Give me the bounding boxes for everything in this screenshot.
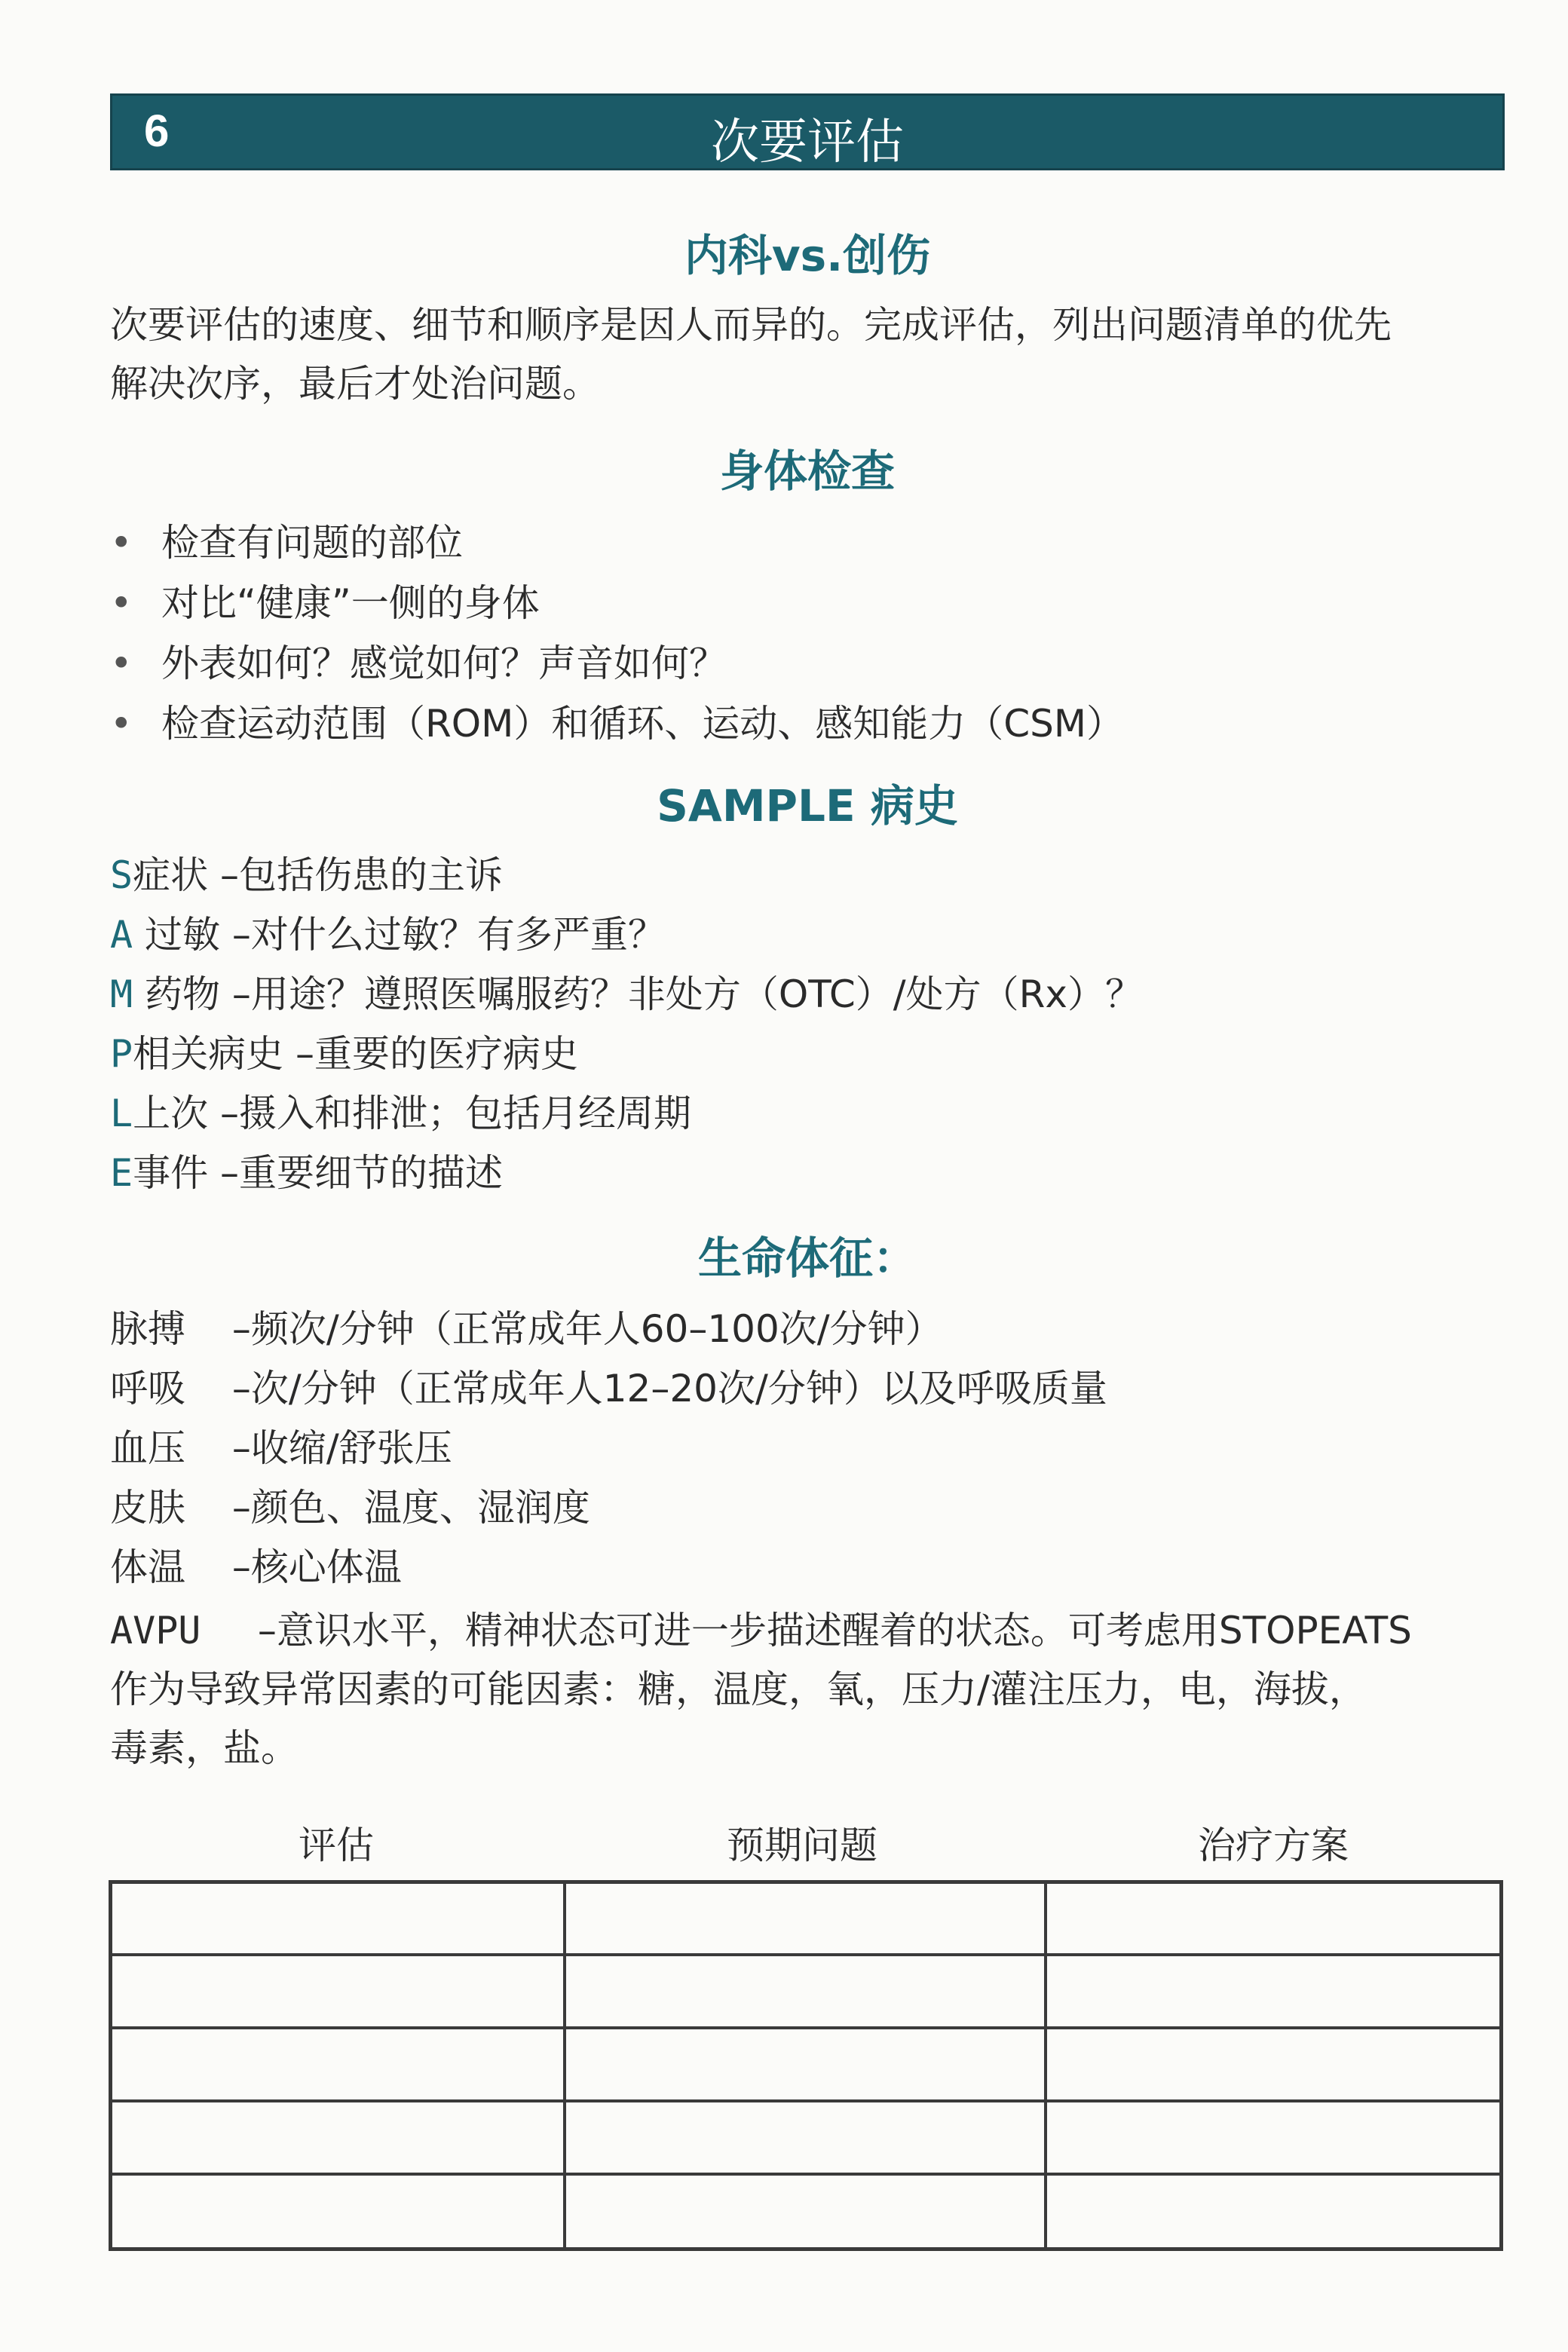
list-item: 血压 –收缩/舒张压 [110,1419,1505,1478]
page-number: 6 [144,106,170,156]
paragraph-line: AVPU –意识水平，精神状态可进一步描述醒着的状态。可考虑用STOPEATS [110,1601,1512,1660]
section-title-sample-history: SAMPLE 病史 [657,780,958,831]
paragraph-line: 毒素，盐。 [110,1726,299,1770]
section-title-physical-exam: 身体检查 [719,446,895,497]
sample-letter: E [110,1151,133,1195]
vital-key: 皮肤 [110,1486,185,1530]
list-item: E事件 –重要细节的描述 [110,1151,504,1195]
physical-exam-list [110,513,1505,754]
paragraph-line: 解决次序，最后才处治问题。 [110,362,600,406]
sample-letter: P [110,1032,133,1076]
list-item: P相关病史 –重要的医疗病史 [110,1032,579,1076]
paragraph-line: 次要评估的速度、细节和顺序是因人而异的。完成评估，列出问题清单的优先 [110,303,1392,347]
vital-key: 血压 [110,1426,185,1470]
vital-key: 呼吸 [110,1367,185,1410]
avpu-paragraph [110,1601,1512,1778]
list-item: • 检查有问题的部位 [110,513,1505,573]
chapter-title: 次要评估 [711,115,904,170]
list-item: • 外表如何？感觉如何？声音如何？ [110,633,1505,694]
sample-history-list [110,846,1505,1203]
table-row-divider [112,2173,1499,2176]
table-row-divider [112,2099,1499,2102]
list-item: 体温 –核心体温 [110,1538,1505,1597]
vital-key: 脉搏 [110,1307,185,1351]
section-title-vital-signs: 生命体征： [697,1233,917,1284]
bullet-icon: • [110,702,133,746]
table-column-divider [563,1884,566,2247]
list-item: 皮肤 –颜色、温度、湿润度 [110,1478,1505,1538]
sample-letter: M [110,972,133,1016]
column-header: 治疗方案 [1198,1824,1349,1867]
paragraph-line: 作为导致异常因素的可能因素：糖，温度，氧，压力/灌注压力，电，海拔， [110,1668,1367,1711]
bullet-icon: • [110,581,133,625]
list-item: • 检查运动范围（ROM）和循环、运动、感知能力（CSM） [110,694,1505,754]
column-header: 预期问题 [727,1824,877,1867]
bullet-icon: • [110,642,133,685]
list-item: 呼吸 –次/分钟（正常成年人12–20次/分钟）以及呼吸质量 [110,1359,1505,1419]
assessment-table-header [110,1815,1505,1876]
chapter-header-bar [110,93,1505,170]
table-row-divider [112,2026,1499,2029]
list-item: A 过敏 –对什么过敏？有多严重？ [110,913,666,957]
assessment-table [109,1880,1503,2251]
sample-letter: S [110,853,133,897]
vital-signs-list [110,1300,1505,1597]
list-item: 脉搏 –频次/分钟（正常成年人60–100次/分钟） [110,1300,1505,1359]
list-item: S症状 –包括伤患的主诉 [110,853,504,897]
sample-letter: A [110,913,133,957]
table-row-divider [112,1953,1499,1956]
list-item: • 对比“健康”一侧的身体 [110,573,1505,633]
sample-letter: L [110,1092,133,1135]
section-title-medical-vs-trauma: 内科vs.创伤 [684,230,931,281]
list-item: L上次 –摄入和排泄；包括月经周期 [110,1092,692,1135]
bullet-icon: • [110,521,133,565]
table-column-divider [1044,1884,1047,2247]
medical-vs-trauma-paragraph [110,296,1512,413]
list-item: M 药物 –用途？遵照医嘱服药？非处方（OTC）/处方（Rx）？ [110,972,1143,1016]
vital-key: 体温 [110,1545,185,1589]
column-header: 评估 [299,1824,374,1867]
vital-key: AVPU [110,1609,201,1652]
